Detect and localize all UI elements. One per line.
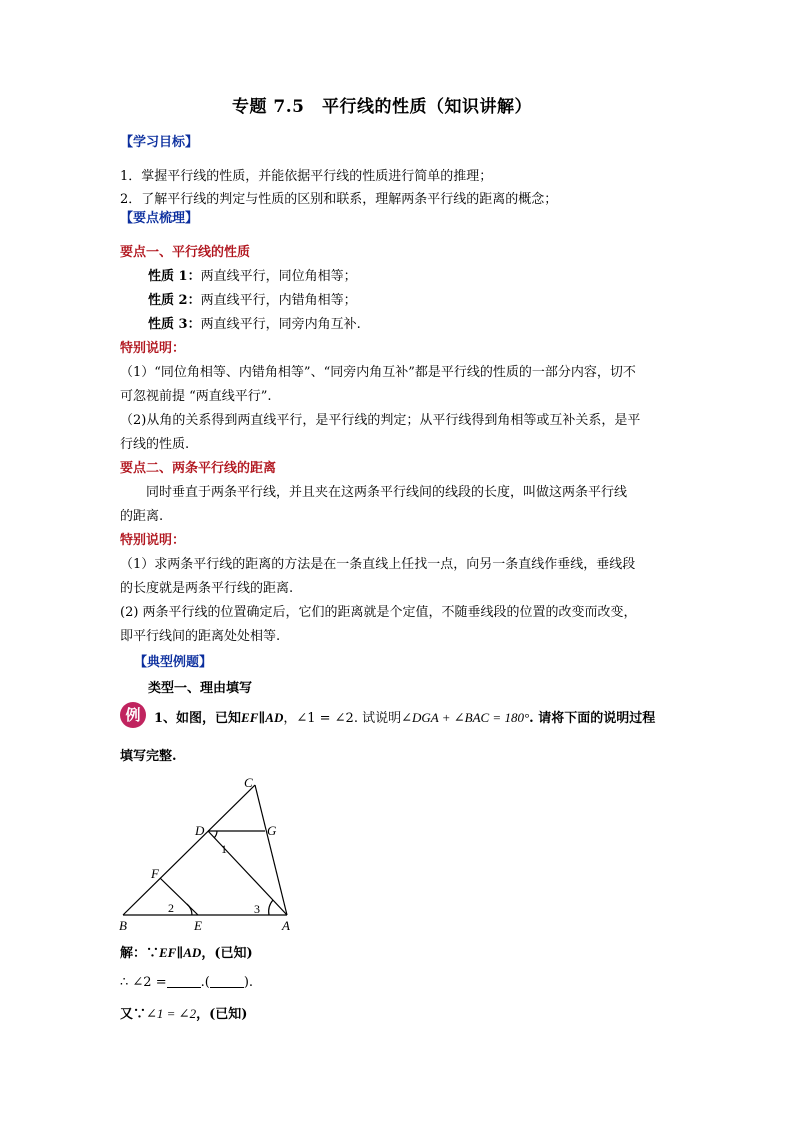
property-3-text: 两直线平行，同旁内角互补. [200, 317, 361, 332]
point-label-g: G [267, 823, 277, 838]
line-bc [123, 785, 255, 915]
point2-note-4: 即平行线间的距离处处相等. [120, 629, 281, 644]
geometry-figure [115, 775, 295, 935]
solution-2-suffix: ). [243, 975, 254, 990]
type1-heading: 类型一、理由填写 [148, 681, 253, 696]
line-fe [160, 878, 198, 915]
point-label-c: C [244, 775, 253, 790]
solution-3-prefix: 又∵ [120, 1007, 147, 1022]
point1-note-header: 特别说明： [120, 341, 186, 356]
goals-header: 【学习目标】 [120, 135, 199, 150]
point2-note-1: （1）求两条平行线的距离的方法是在一条直线上任找一点，向另一条直线作垂线，垂线段 [120, 557, 636, 572]
example-badge: 例 [120, 702, 146, 728]
point2-note-header: 特别说明： [120, 533, 186, 548]
solution-1-prefix: 解：∵ [120, 946, 160, 961]
property-2-label: 性质 2： [148, 293, 201, 308]
solution-3-math: ∠1 = ∠2 [146, 1006, 197, 1021]
point-label-b: B [119, 918, 127, 933]
point1-note-3: （2)从角的关系得到两直线平行，是平行线的判定；从平行线得到角相等或互补关系，是平 [120, 413, 641, 428]
point2-body-1: 同时垂直于两条平行线，并且夹在这两条平行线间的线段的长度，叫做这两条平行线 [146, 485, 628, 500]
example-math-2: ∠DGA + ∠BAC = 180° [401, 710, 530, 725]
examples-header: 【典型例题】 [134, 655, 213, 670]
point2-note-2: 的长度就是两条平行线的距离. [120, 581, 294, 596]
example-math-1: EF∥AD [241, 710, 284, 725]
arc-angle-3 [269, 900, 273, 915]
solution-2-prefix: ∴ ∠2 = [120, 975, 167, 990]
point-label-f: F [151, 866, 159, 881]
angle-label-3: 3 [254, 902, 260, 916]
property-2 [148, 292, 357, 310]
answer-blank-1[interactable] [167, 975, 201, 988]
solution-1-math: EF∥AD [159, 945, 202, 960]
solution-2-mid: .( [200, 975, 210, 990]
point2-body-2: 的距离. [120, 509, 164, 524]
figure-lines [123, 785, 287, 915]
solution-3-suffix: ，(已知) [196, 1007, 248, 1022]
property-3 [148, 316, 361, 334]
property-2-text: 两直线平行，内错角相等； [200, 293, 357, 308]
goal-2: 2．了解平行线的判定与性质的区别和联系，理解两条平行线的距离的概念； [120, 192, 558, 207]
example-line-2: 填写完整. [120, 749, 177, 764]
example-suffix: . 请将下面的说明过程 [529, 711, 656, 726]
solution-line-3 [120, 1005, 247, 1024]
arc-angle-1 [214, 831, 217, 838]
answer-blank-2[interactable] [210, 975, 244, 988]
property-1-text: 两直线平行，同位角相等； [200, 269, 357, 284]
point1-heading: 要点一、平行线的性质 [120, 245, 251, 260]
point-label-d: D [195, 823, 205, 838]
point-label-e: E [194, 918, 202, 933]
property-1 [148, 268, 357, 286]
example-line-1 [154, 709, 655, 728]
point-label-a: A [282, 918, 290, 933]
solution-line-2 [120, 974, 253, 992]
points-header: 【要点梳理】 [120, 211, 199, 226]
line-ca [255, 785, 287, 915]
line-da [208, 831, 287, 915]
property-1-label: 性质 1： [148, 269, 201, 284]
property-3-label: 性质 3： [148, 317, 201, 332]
point2-note-3: (2) 两条平行线的位置确定后，它们的距离就是个定值，不随垂线段的位置的改变而改变， [120, 605, 637, 620]
point1-note-4: 行线的性质. [120, 437, 190, 452]
solution-1-suffix: ，(已知) [201, 946, 253, 961]
page-title: 专题 7.5 平行线的性质（知识讲解） [232, 97, 532, 117]
angle-label-2: 2 [168, 901, 174, 915]
goal-1: 1．掌握平行线的性质，并能依据平行线的性质进行简单的推理； [120, 169, 493, 184]
example-mid: ，∠1 = ∠2. 试说明 [283, 711, 402, 726]
point2-heading: 要点二、两条平行线的距离 [120, 461, 277, 476]
angle-label-1: 1 [221, 842, 227, 856]
example-prefix: 1、如图，已知 [154, 711, 242, 726]
point1-note-2: 可忽视前提 “两直线平行”. [120, 389, 272, 404]
point1-note-1: （1）“同位角相等、内错角相等”、“同旁内角互补”都是平行线的性质的一部分内容，切不 [120, 365, 636, 380]
solution-line-1 [120, 944, 253, 963]
